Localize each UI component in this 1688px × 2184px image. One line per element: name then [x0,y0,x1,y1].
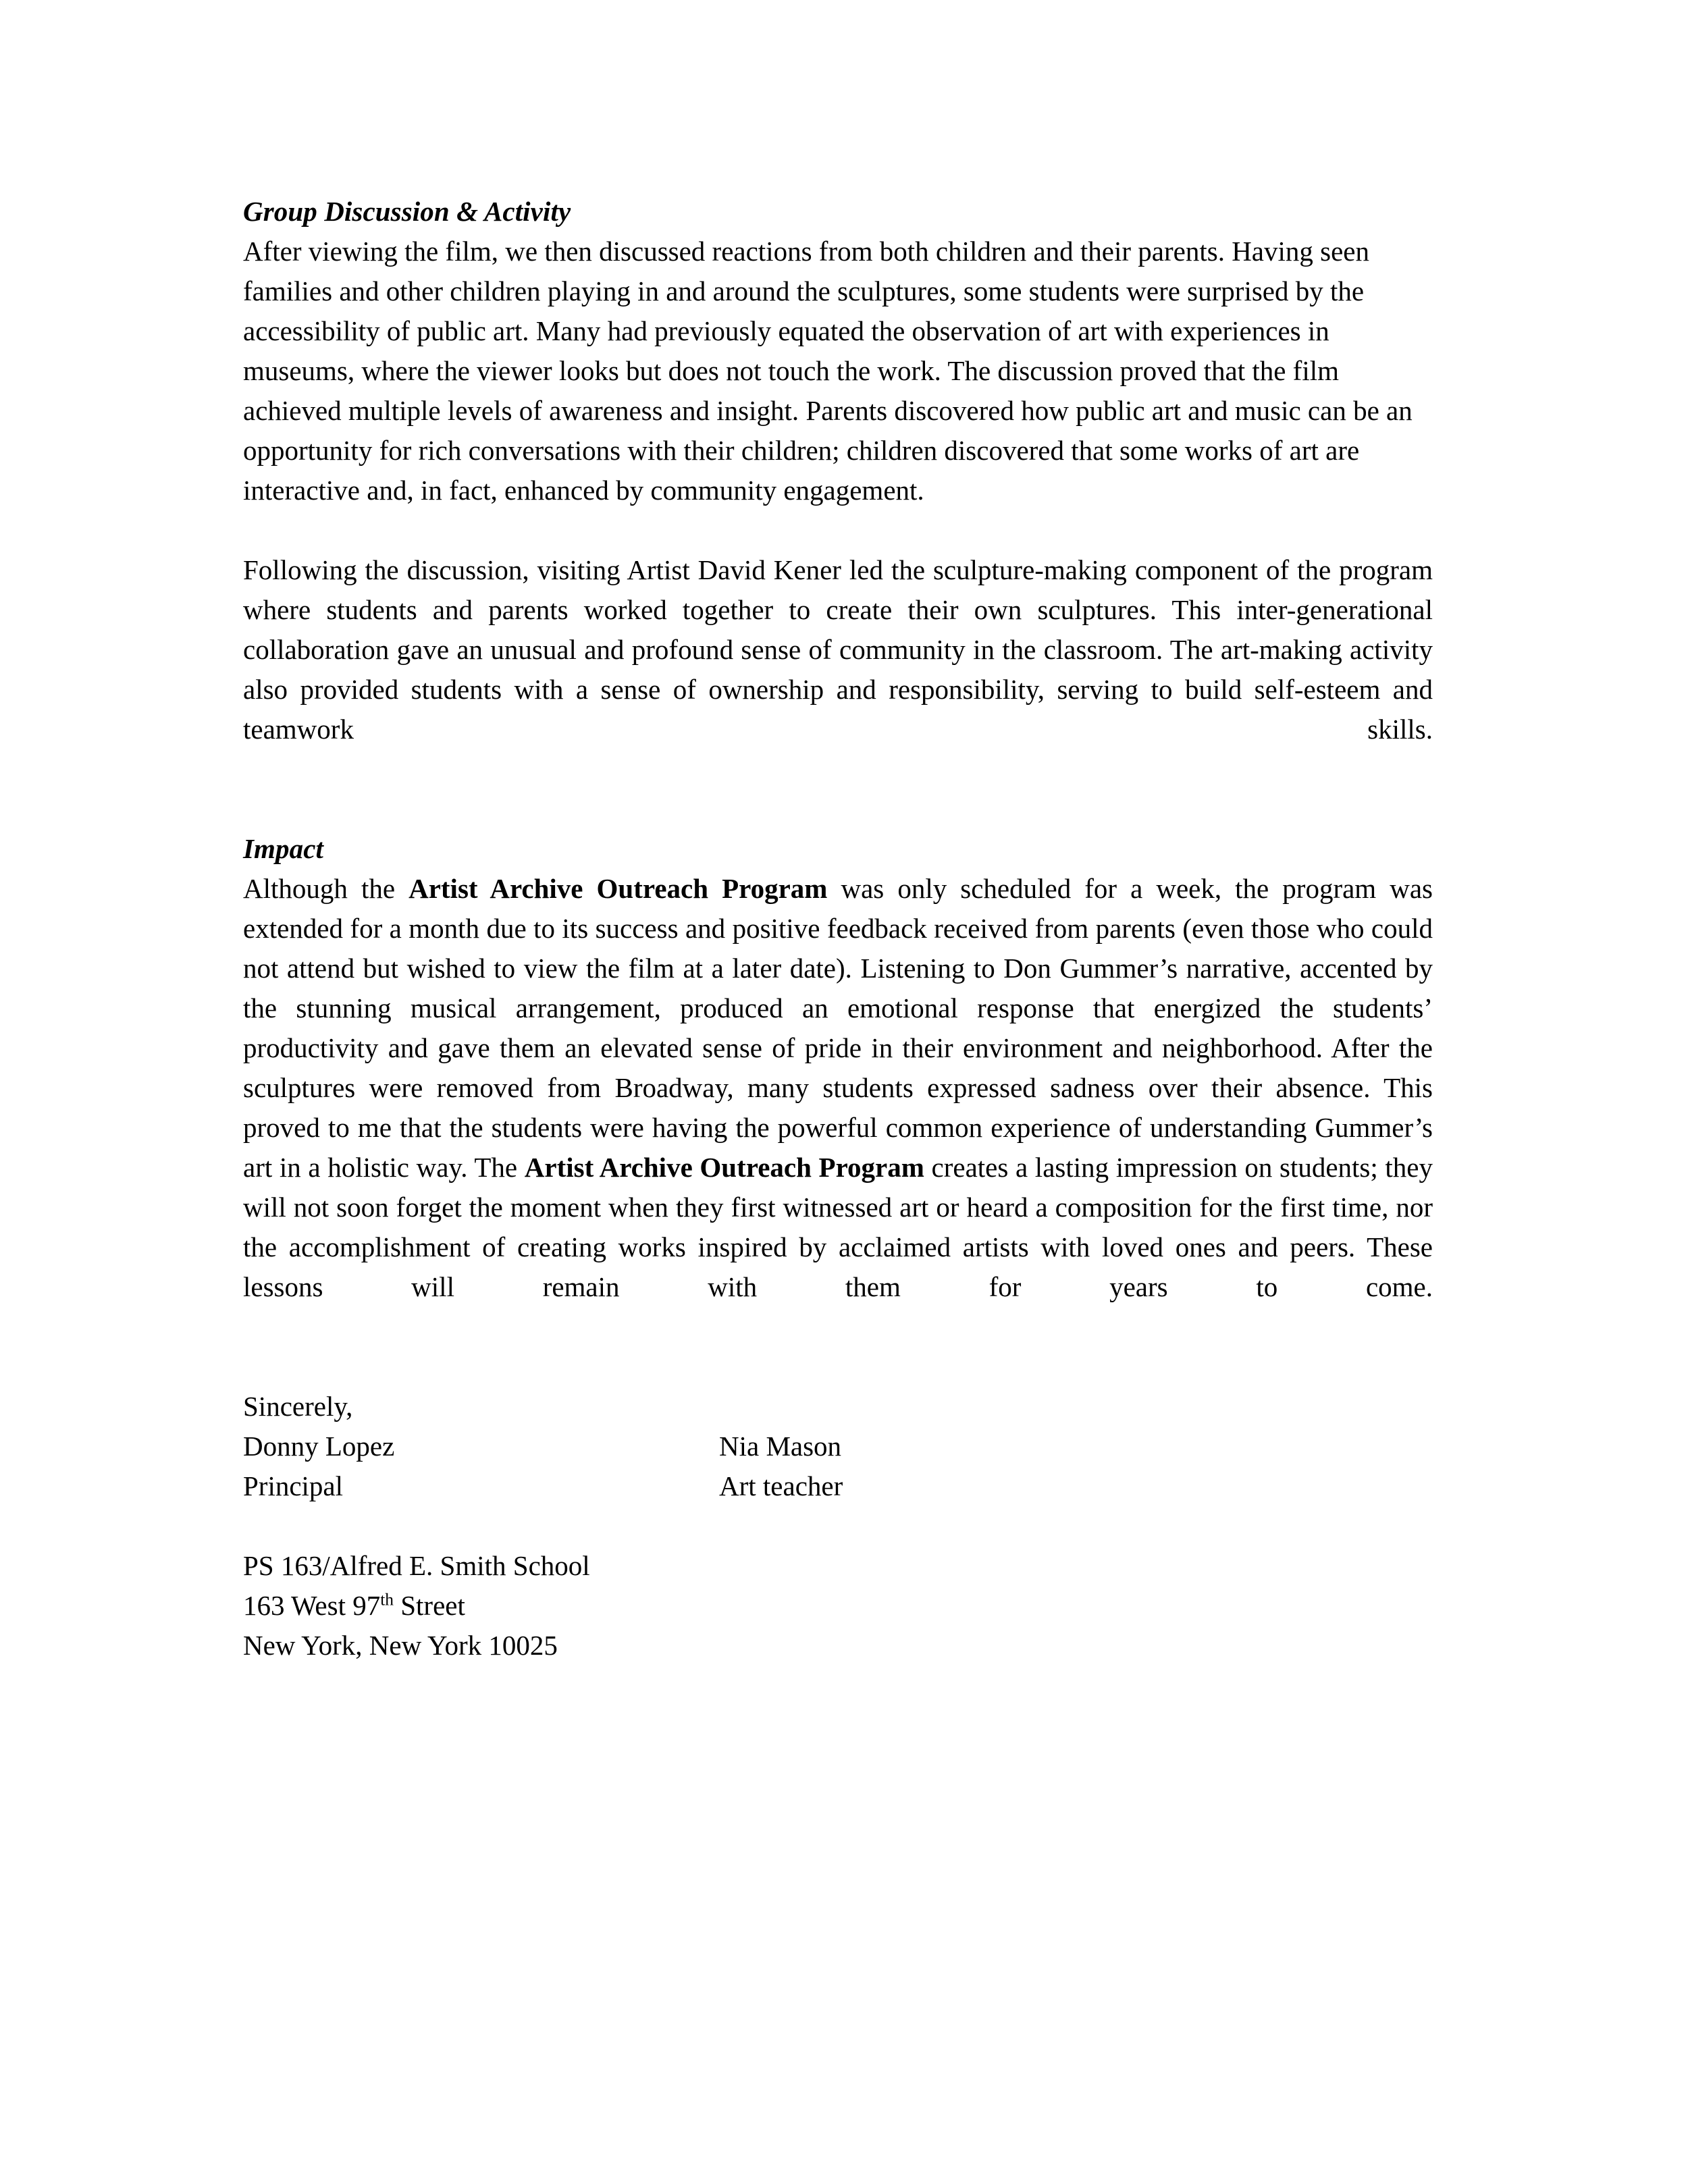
signature-name-row [243,1427,1433,1466]
signature-block [243,1387,1433,1506]
section-heading-group-discussion: Group Discussion & Activity [243,196,571,227]
paragraph-group-discussion: After viewing the film, we then discussed reactions from both children and their parents. Having seen families and other children playing in and around the sculptures, some students were surprised by the accessibility of public art. Many had previously equated the observation of art with experiences in museums, where the viewer looks but does not touch the work. The discussion proved that the film achieved multiple levels of awareness and insight. Parents discovered how public art and music can be an opportunity for rich conversations with their children; children discovered that some works of art are interactive and, in fact, enhanced by community engagement. [243,236,1413,506]
address-street [243,1586,1433,1626]
address-spacer [243,1506,1433,1546]
signature-title-left: Principal [243,1470,344,1501]
paragraph-spacer-1 [243,510,1433,550]
signature-closing: Sincerely, [243,1391,353,1422]
impact-text-2: was only scheduled for a week, the program was extended for a month due to its success and positive feedback received from parents (even those who could not attend but wished to view the film at a later date). Listening to Don Gummer’s narrative, accented by the stunning musical arrangement, produced an emotional response that energized the students’ productivity and gave them an elevated sense of pride in their environment and neighborhood. After the sculptures were removed from Broadway, many students expressed sadness over their absence. This proved to me that the students were having the powerful common experience of understanding Gummer’s art in a holistic way. The [243,873,1433,1183]
program-name-bold-1: Artist Archive Outreach Program [408,873,828,904]
address-school-name: PS 163/Alfred E. Smith School [243,1550,590,1581]
signature-spacer [243,1347,1433,1387]
address-street-ordinal: th [380,1590,394,1609]
program-name-bold-2: Artist Archive Outreach Program [524,1152,924,1183]
letter-body [243,192,1433,1666]
paragraph-spacer-2 [243,789,1433,829]
signature-title-row [243,1466,1433,1506]
address-street-prefix: 163 West 97 [243,1590,381,1621]
section-heading-impact: Impact [243,833,324,864]
address-block [243,1546,1433,1666]
impact-text-3: creates a lasting impression on students; they will not soon forget the moment when they first witnessed art or heard a composition for the first time, nor the accomplishment of creating works inspired by acclaimed artists with loved ones and peers. These lessons will remain with them for years to come. [243,1152,1433,1302]
paragraph-sculpture-making: Following the discussion, visiting Artist David Kener led the sculpture-making component of the program where students and parents worked together to create their own sculptures. This inter-generational collaboration gave an unusual and profound sense of community in the classroom. The art-making activity also provided students with a sense of ownership and responsibility, serving to build self-esteem and teamwork skills. [243,554,1433,745]
address-street-suffix: Street [393,1590,465,1621]
address-city-state-zip: New York, New York 10025 [243,1630,558,1661]
signature-title-right: Art teacher [719,1470,843,1501]
signature-name-right: Nia Mason [719,1431,842,1462]
impact-text-1: Although the [243,873,409,904]
signature-name-left: Donny Lopez [243,1431,395,1462]
paragraph-impact [243,869,1433,1347]
signature-closing-row [243,1387,1433,1427]
